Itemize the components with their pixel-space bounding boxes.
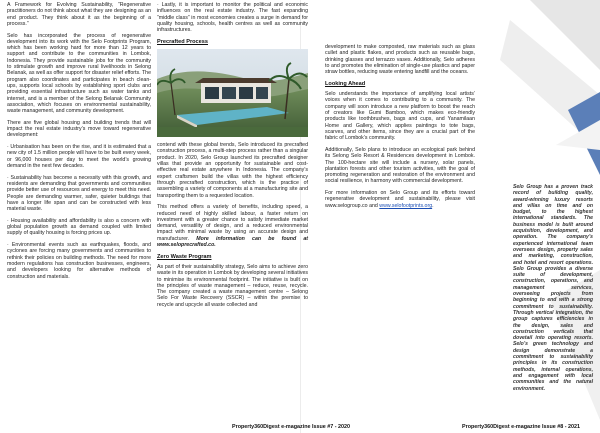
- footer-issue-7: Property360Digest e-magazine Issue #7 - 2020: [232, 424, 351, 430]
- bullet-urbanisation: · Urbanisation has been on the rise, and it is estimated that a new city of 1.5 million people will have to be built every week, or 96,000 houses per day to meet the world’s growing demand in the next few decades.: [7, 144, 151, 169]
- more-info-period: .: [432, 202, 434, 209]
- bullet-environmental-events: · Environmental events such as earthquakes, floods, and cyclones are forcing many governments and communities to rethink their policies on building methods. The need for more modern regulations has construction businesses, engineers, and developers looking for alternative methods of construction and materials.: [7, 242, 151, 280]
- heading-precrafted-process: Precrafted Process: [157, 38, 208, 45]
- more-info-text: For more information on Selo Group and its efforts toward regenerative development and sustainability, please visit www.selogroup.co and: [325, 190, 475, 209]
- selofootprints-link[interactable]: www.selofootprints.org: [379, 202, 433, 209]
- villa-illustration: [157, 49, 308, 137]
- left-page-column-2: [157, 2, 308, 313]
- bullet-housing-availability: · Housing availability and affordability is also a concern with global population growth as demand coupled with limited supply of quality housing is forcing prices up.: [7, 217, 151, 237]
- paragraph-zero-waste: As part of their sustainability strategy, Selo aims to achieve zero waste in its operation in Lombok by developing several initiatives to minimise its environmental footprint. The initiative is built on the principles of waste management – reduce, reuse, recycle. The company created a waste management centre – Selong Selo For Waste Recovery (SSCR) – within the premise to recycle and upcycle all waste collected and: [157, 264, 308, 308]
- paragraph-selo-group-about: Selo Group has a proven track record of building quality, award-winning luxury resorts and villas on time and on budget, to the highest international standards. The business model is built around acquisition, development, and operation. The company’s experienced international team oversees design, property sales and marketing, construction, and hotel and resort operations. Selo Group provides a diverse suite of development, construction, operations, and management services, overseeing projects from beginning to end with a strong commitment to sustainability. Through vertical integration, the group captures efficiencies in the design, sales and construction verticals that dovetail into operating resorts. Selo’s green technology and design demonstrate a commitment to sustainability principles in its construction methods, internal operations, and engagement with local communities and the natural environment.: [513, 184, 593, 392]
- paragraph-benefits: [157, 204, 308, 248]
- heading-zero-waste-program: Zero Waste Program: [157, 253, 212, 260]
- left-page-column-1: [7, 2, 151, 285]
- paragraph-framework-quote: A Framework for Evolving Sustainability, “Regenerative practitioners do not think about what they are designing as an end product. They think about it as the beginning of a process.”: [7, 2, 151, 27]
- more-info-link-text: More information can be found at www.seloprecrafted.co.: [157, 235, 308, 249]
- paragraph-selo-footprints: Selo has incorporated the process of regenerative development into its work with the Selo Footprints Program, which has been working hard for more than 12 years to support and contribute to the communities in Lombok, Indonesia. They provide sustainable jobs for the community to stimulate growth and improve rural livelihoods in Selong Belanak, as well as offer support for disaster relief efforts. The program also coordinates and participates in beach clean-ups, supports local schools by establishing sport clubs and providing essential infrastructure such as water tanks and internet, and is a member of the Selong Belanak Community association, which focuses on environmental sustainability, waste management, and community development.: [7, 32, 151, 115]
- paragraph-recycled-materials: development to make composted, raw materials such as glass cullet and plastic flakes, and products such as reusable bags, drinking glasses and terrazzo vases. Additionally, Selo adheres to and promotes the elimination of single-use plastics and paper straw bottles, reducing waste entering landfill and the oceans.: [325, 44, 475, 76]
- bullet-political-economic: · Lastly, it is important to monitor the political and economic influences on the real estate industry. The fast expanding “middle class” in most economies creates a surge in demand for quality housing, schools, health centres as well as community infrastructures.: [157, 2, 308, 34]
- right-page-column-1: [325, 44, 475, 214]
- paragraph-ecological-park: Additionally, Selo plans to introduce an ecological park behind its Selong Selo Resort & Residences development in Lombok. The 100-hectare site will include a nursery, solar panels, plantation forests and other tourism activities, with the goal of promoting regeneration and restoration of the environment and social resilience, in harmony with commercial development.: [325, 146, 475, 185]
- villa-photo: [157, 49, 308, 137]
- right-page-company-boilerplate: [513, 184, 593, 397]
- footer-issue-8: Property360Digest e-magazine Issue #8 - 2021: [462, 424, 581, 430]
- benefits-text: This method offers a variety of benefits, including speed, a reduced need of highly skilled labour, a faster return on investment with a greater chance to satisfy immediate market demand, versatility of design, and a reduced environmental impact with minimal waste by using an accurate design and manufacturer.: [157, 204, 308, 242]
- paragraph-local-artists: Selo understands the importance of amplifying local artists’ voices when it comes to contributing to a community. The company will soon introduce a new platform to boost the reach of creators like Gumi Bamboo, which makes eco-friendly products like toothbrushes, bags and cups, and Yanamilaan Home and Gallery, which applies paintings to tote bags, scarves, and other items, since they are a crucial part of the fabric of Lombok’s community.: [325, 91, 475, 142]
- paragraph-five-trends-intro: There are five global housing and building trends that will impact the real estate industry’s move toward regenerative development:: [7, 119, 151, 139]
- heading-looking-ahead: Looking Ahead: [325, 80, 366, 87]
- bullet-sustainability: · Sustainability has become a necessity with this growth, and residents are demanding that governments and communities provide better use of resources and energy to meet this need. People are demanding warmer, safer, quieter buildings that have a longer life span and can be constructed with less material waste.: [7, 174, 151, 213]
- paragraph-precrafted-villas: contend with these global trends, Selo introduced its precrafted construction process, a multi-step process rather than a singular product. In 2020, Selo Group launched its precrafted designer villas that provide an opportunity for sustainable and cost-effective real estate anywhere in Indonesia. The company’s expert craftsmen build the villas with the highest efficiency through precrafted construction, which is the practice of assembling a variety of components at a manufacturing site and transporting them to a requested location.: [157, 142, 308, 199]
- paragraph-more-info: [325, 190, 475, 209]
